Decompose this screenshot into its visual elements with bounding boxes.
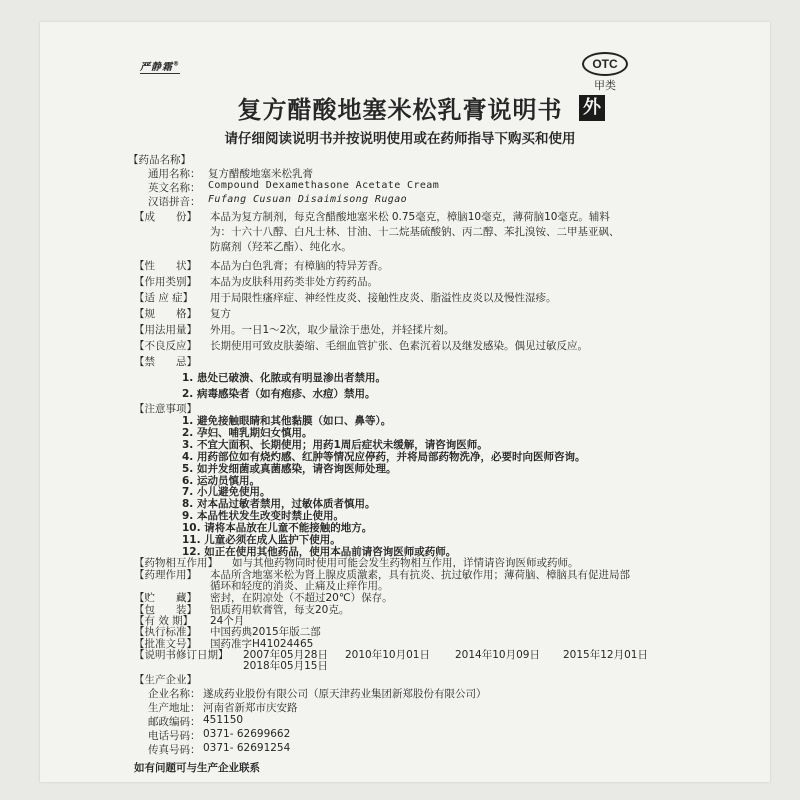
precaution-item: 4. 用药部位如有烧灼感、红肿等情况应停药，并将局部药物洗净，必要时向医师咨询。 — [182, 450, 586, 463]
precaution-item: 3. 不宜大面积、长期使用；用药1周后症状未缓解，请咨询医师。 — [182, 438, 488, 451]
english-name-value: Compound Dexamethasone Acetate Cream — [208, 180, 440, 191]
page-title: 复方醋酸地塞米松乳膏说明书 — [237, 96, 563, 124]
manufacturer-postal-value: 451150 — [203, 714, 244, 726]
validity-value: 24个月 — [210, 615, 245, 628]
revision-label: 【说明书修订日期】 — [134, 649, 229, 662]
interactions-value: 如与其他药物同时使用可能会发生药物相互作用，详情请咨询医师或药师。 — [232, 556, 579, 569]
precaution-item: 1. 避免接触眼睛和其他黏膜（如口、鼻等）。 — [182, 415, 392, 428]
brand-logo: 严静霜® — [140, 58, 180, 74]
manufacturer-phone-value: 0371- 62699662 — [203, 728, 291, 740]
manufacturer-address-label: 生产地址： — [148, 702, 201, 714]
properties-label: 【性 状】 — [134, 260, 197, 272]
manufacturer-section: 【生产企业】 — [134, 674, 197, 686]
manufacturer-phone-label: 电话号码： — [148, 730, 201, 742]
dosage-label: 【用法用量】 — [134, 324, 197, 336]
contraindications-label: 【禁 忌】 — [134, 356, 197, 368]
precaution-item: 8. 对本品过敏者禁用，过敏体质者慎用。 — [182, 498, 376, 511]
external-use-badge: 外 — [579, 95, 605, 121]
indications-label: 【适 应 症】 — [134, 292, 194, 304]
validity-label: 【有 效 期】 — [134, 615, 194, 628]
revision-date: 2010年10月01日 — [345, 649, 430, 662]
pinyin-value: Fufang Cusuan Disaimisong Rugao — [208, 194, 408, 205]
revision-date: 2007年05月28日 — [243, 649, 328, 662]
precaution-item: 10. 请将本品放在儿童不能接触的地方。 — [182, 522, 373, 535]
contraindication-item: 1. 患处已破溃、化脓或有明显渗出者禁用。 — [182, 372, 386, 384]
ingredients-line-3: 防腐剂（羟苯乙酯）、纯化水。 — [210, 241, 352, 253]
approval-value: 国药准字H41024465 — [210, 637, 314, 650]
standard-value: 中国药典2015年版二部 — [210, 626, 321, 639]
precaution-item: 7. 小儿避免使用。 — [182, 486, 271, 499]
revision-date: 2015年12月01日 — [563, 649, 648, 662]
manufacturer-name-value: 遂成药业股份有限公司（原天津药业集团新郑股份有限公司） — [203, 688, 487, 700]
storage-label: 【贮 藏】 — [134, 592, 197, 605]
manufacturer-fax-label: 传真号码： — [148, 744, 201, 756]
otc-class-label: 甲类 — [594, 79, 616, 92]
precaution-item: 12. 如正在使用其他药品，使用本品前请咨询医师或药师。 — [182, 545, 457, 558]
precaution-item: 2. 孕妇、哺乳期妇女慎用。 — [182, 427, 313, 440]
pharmacology-line-2: 循环和轻度的消炎、止痛及止痒作用。 — [210, 580, 389, 593]
standard-label: 【执行标准】 — [134, 626, 197, 639]
precautions-label: 【注意事项】 — [134, 403, 197, 416]
manufacturer-address-value: 河南省新郑市庆安路 — [203, 702, 298, 714]
adverse-value: 长期使用可致皮肤萎缩、毛细血管扩张、色素沉着以及继发感染。偶见过敏反应。 — [210, 340, 588, 352]
precaution-item: 9. 本品性状发生改变时禁止使用。 — [182, 510, 344, 523]
precaution-item: 5. 如并发细菌或真菌感染，请咨询医师处理。 — [182, 462, 397, 475]
adverse-label: 【不良反应】 — [134, 340, 197, 352]
otc-badge: OTC — [582, 52, 628, 76]
storage-value: 密封，在阴凉处（不超过20℃）保存。 — [210, 592, 393, 605]
ingredients-label: 【成 份】 — [134, 211, 197, 223]
page-subtitle: 请仔细阅读说明书并按说明使用或在药师指导下购买和使用 — [224, 131, 576, 147]
manufacturer-postal-label: 邮政编码： — [148, 716, 201, 728]
packaging-label: 【包 装】 — [134, 603, 197, 616]
footer-note: 如有问题可与生产企业联系 — [134, 762, 260, 774]
ingredients-line-1: 本品为复方制剂，每克含醋酸地塞米松 0.75毫克，樟脑10毫克，薄荷脑10毫克。辅料 — [210, 211, 610, 223]
otc-badge-group — [582, 52, 628, 93]
pharmacology-line-1: 本品所含地塞米松为肾上腺皮质激素，具有抗炎、抗过敏作用；薄荷脑、樟脑具有促进局部 — [210, 568, 630, 581]
contraindication-item: 2. 病毒感染者（如有疱疹、水痘）禁用。 — [182, 388, 376, 400]
precaution-item: 6. 运动员慎用。 — [182, 474, 260, 487]
category-value: 本品为皮肤科用药类非处方药药品。 — [210, 276, 378, 288]
properties-value: 本品为白色乳膏；有樟脑的特异芳香。 — [210, 260, 389, 272]
interactions-label: 【药物相互作用】 — [134, 556, 218, 569]
common-name-label: 通用名称： — [148, 168, 201, 180]
packaging-value: 铝质药用软膏管，每支20克。 — [210, 603, 350, 616]
specification-label: 【规 格】 — [134, 308, 197, 320]
dosage-value: 外用。一日1～2次，取少量涂于患处，并轻揉片刻。 — [210, 324, 455, 336]
pinyin-label: 汉语拼音： — [148, 196, 201, 208]
ingredients-line-2: 为：十六十八醇、白凡士林、甘油、十二烷基硫酸钠、丙二醇、苯扎溴铵、二甲基亚砜、 — [210, 226, 620, 238]
pharmacology-label: 【药理作用】 — [134, 568, 197, 581]
specification-value: 复方 — [210, 308, 231, 320]
approval-label: 【批准文号】 — [134, 637, 197, 650]
revision-date: 2018年05月15日 — [243, 659, 328, 672]
manufacturer-fax-value: 0371- 62691254 — [203, 742, 291, 754]
manufacturer-name-label: 企业名称： — [148, 688, 201, 700]
category-label: 【作用类别】 — [134, 276, 197, 288]
english-name-label: 英文名称： — [148, 182, 201, 194]
precaution-item: 11. 儿童必须在成人监护下使用。 — [182, 534, 341, 546]
indications-value: 用于局限性瘙痒症、神经性皮炎、接触性皮炎、脂溢性皮炎以及慢性湿疹。 — [210, 292, 557, 304]
drug-name-section: 【药品名称】 — [128, 154, 191, 166]
common-name-value: 复方醋酸地塞米松乳膏 — [208, 168, 313, 180]
revision-date: 2014年10月09日 — [455, 649, 540, 662]
